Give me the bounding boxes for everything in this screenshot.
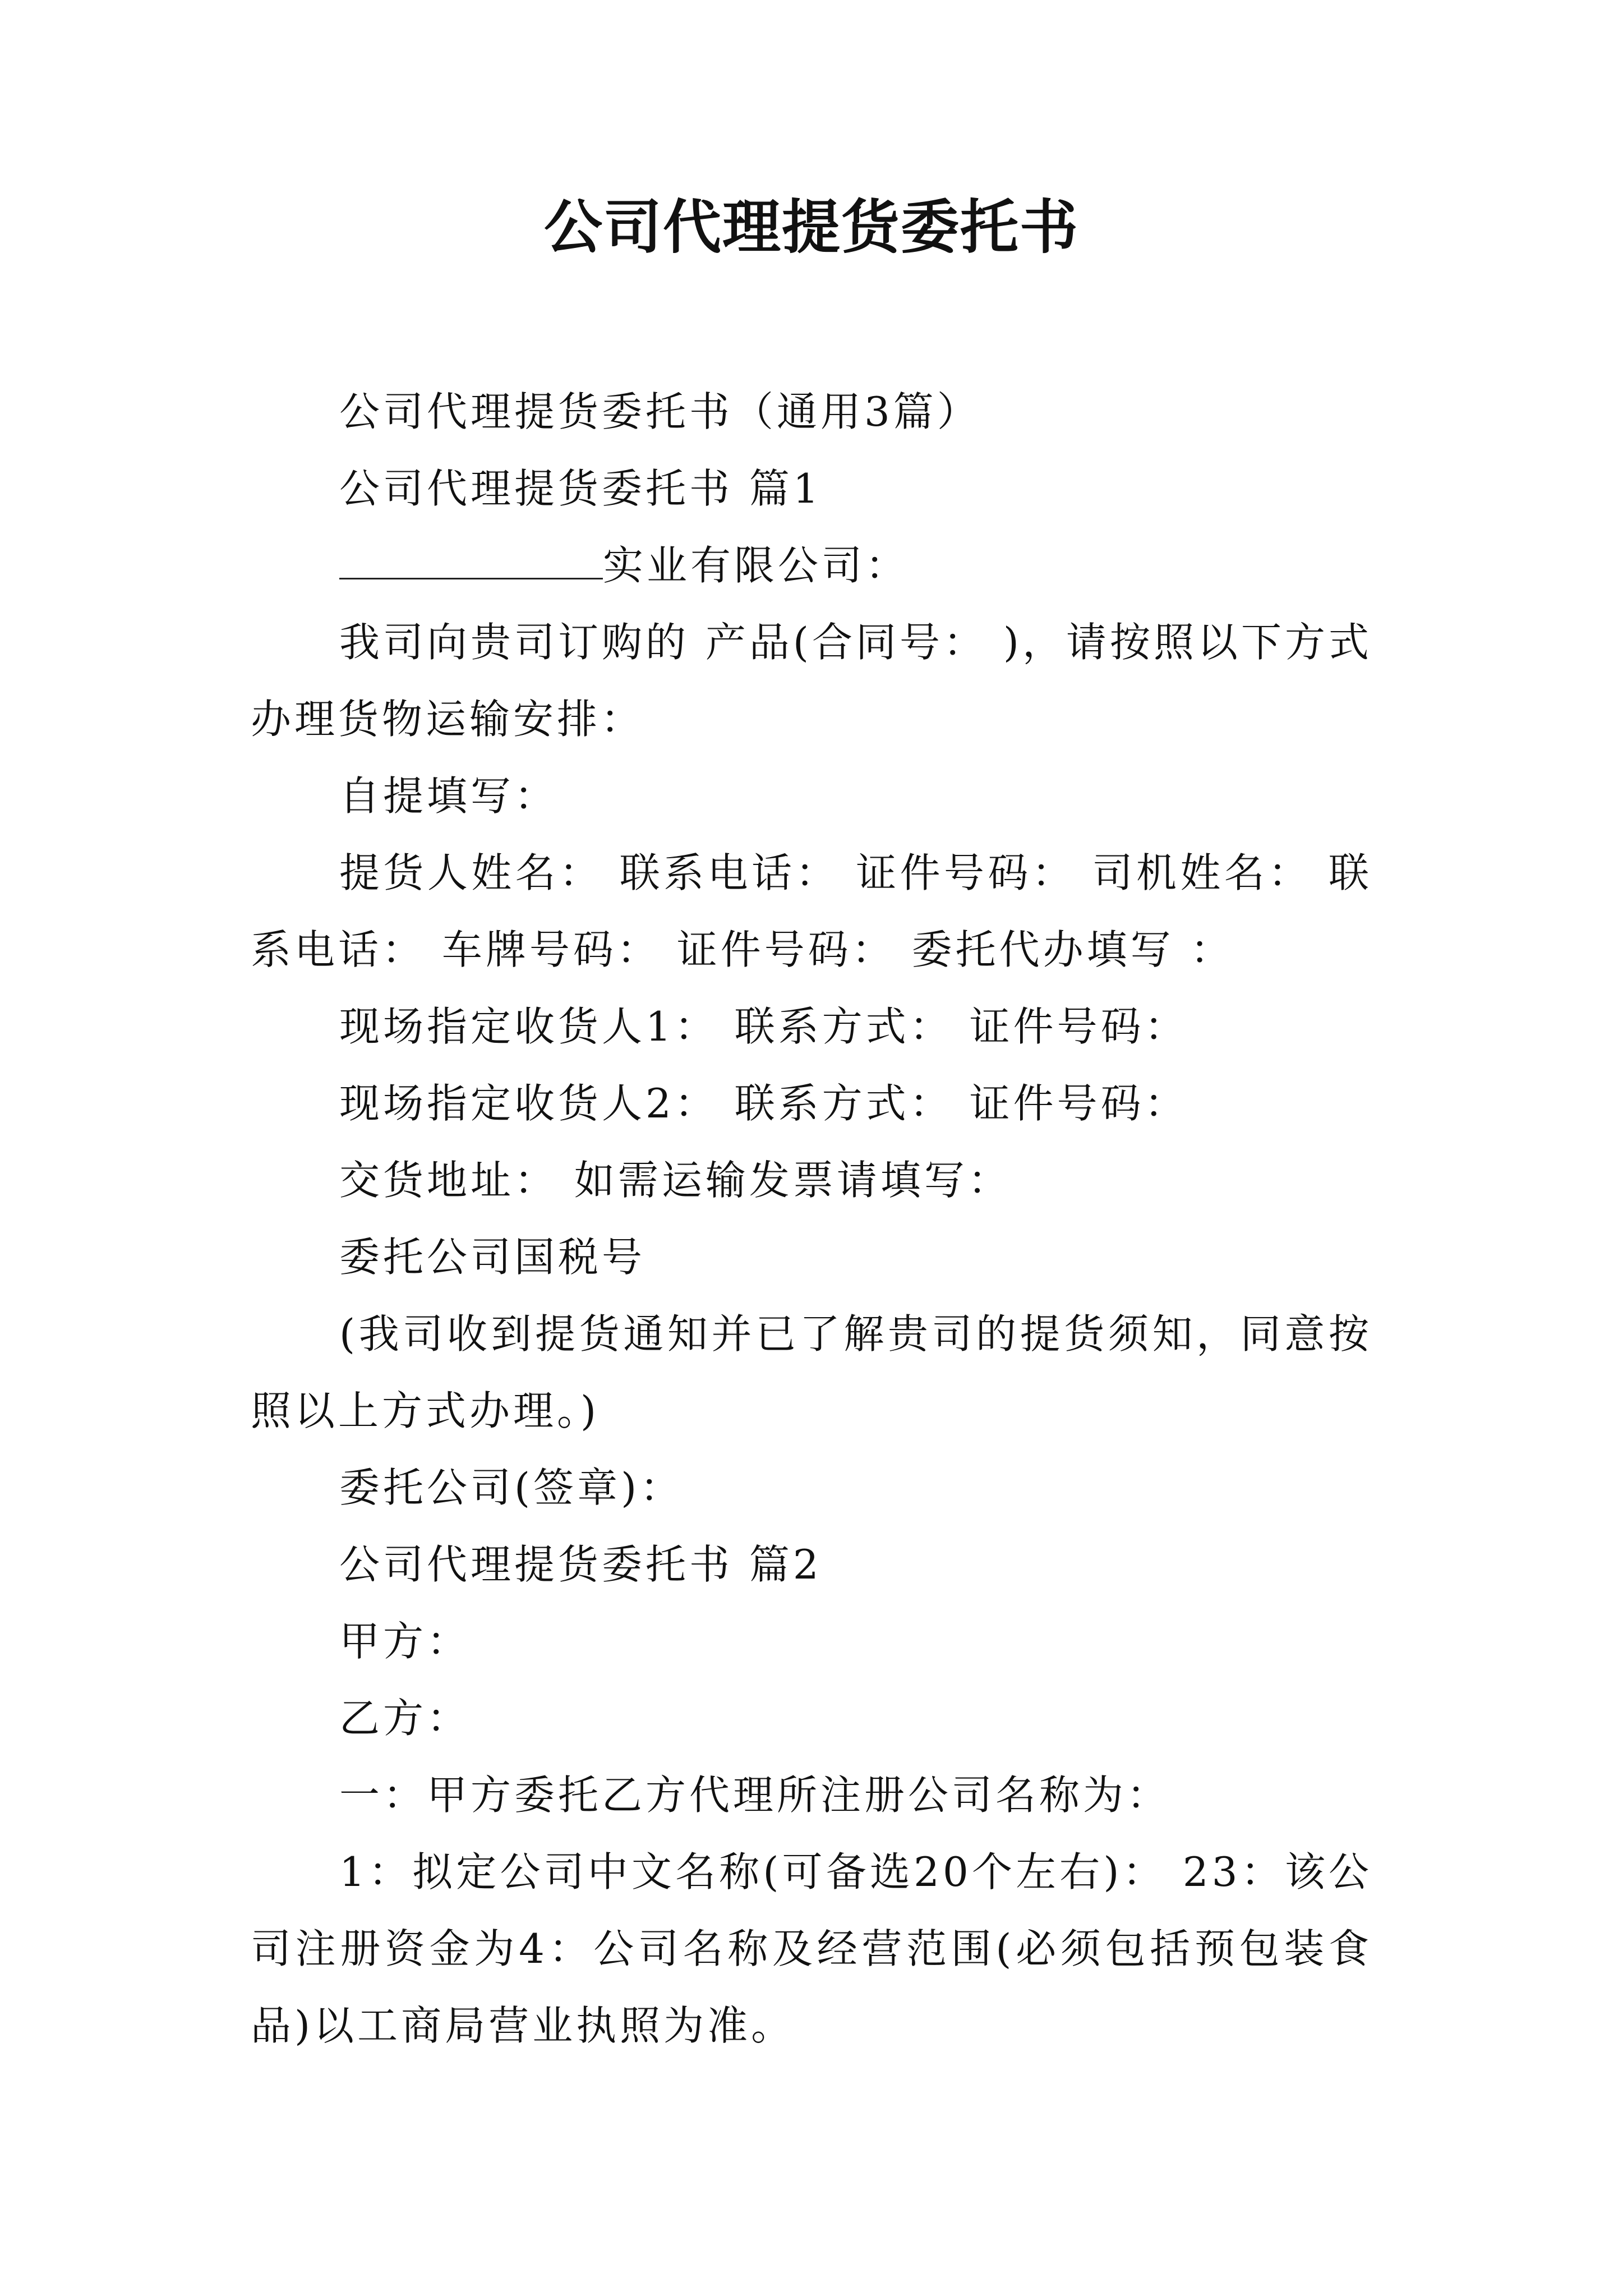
signature-line: 委托公司(签章)： [339,1464,684,1511]
section-heading-2: 公司代理提货委托书 篇2 [339,1541,822,1588]
section-heading-1: 公司代理提货委托书 篇1 [339,465,822,512]
paragraph: 1：拟定公司中文名称(可备选20个左右)： 23：该公司注册资金为4：公司名称及经营范围(必须包括预包装食品)以工商局营业执照为准。 [251,1848,1372,2049]
document-title: 公司代理提货委托书 [543,193,1079,261]
paragraph-heading: 公司代理提货委托书（通用3篇） [339,388,981,435]
paragraph: 现场指定收货人1： 联系方式： 证件号码： [339,1003,1188,1050]
paragraph: 一：甲方委托乙方代理所注册公司名称为： [339,1772,1171,1819]
paragraph: 现场指定收货人2： 联系方式： 证件号码： [339,1080,1188,1127]
paragraph: (我司收到提货通知并已了解贵司的提货须知，同意按照以上方式办理。) [251,1310,1372,1434]
addressee-line [251,527,1372,604]
party-a-line: 甲方： [339,1618,471,1665]
paragraph: 自提填写： [339,772,559,820]
paragraph: 交货地址： 如需运输发票请填写： [339,1157,1012,1204]
paragraph: 委托公司国税号 [339,1234,646,1281]
addressee-text: 实业有限公司： [603,542,910,589]
paragraph: 我司向贵司订购的 产品(合同号： )，请按照以下方式办理货物运输安排： [251,619,1372,743]
blank-fill-line [339,545,603,579]
document-body [251,374,1372,2064]
party-b-line: 乙方： [339,1695,471,1742]
paragraph: 提货人姓名： 联系电话： 证件号码： 司机姓名： 联系电话： 车牌号码： 证件号码： 委托代办填写 ： [251,849,1372,973]
